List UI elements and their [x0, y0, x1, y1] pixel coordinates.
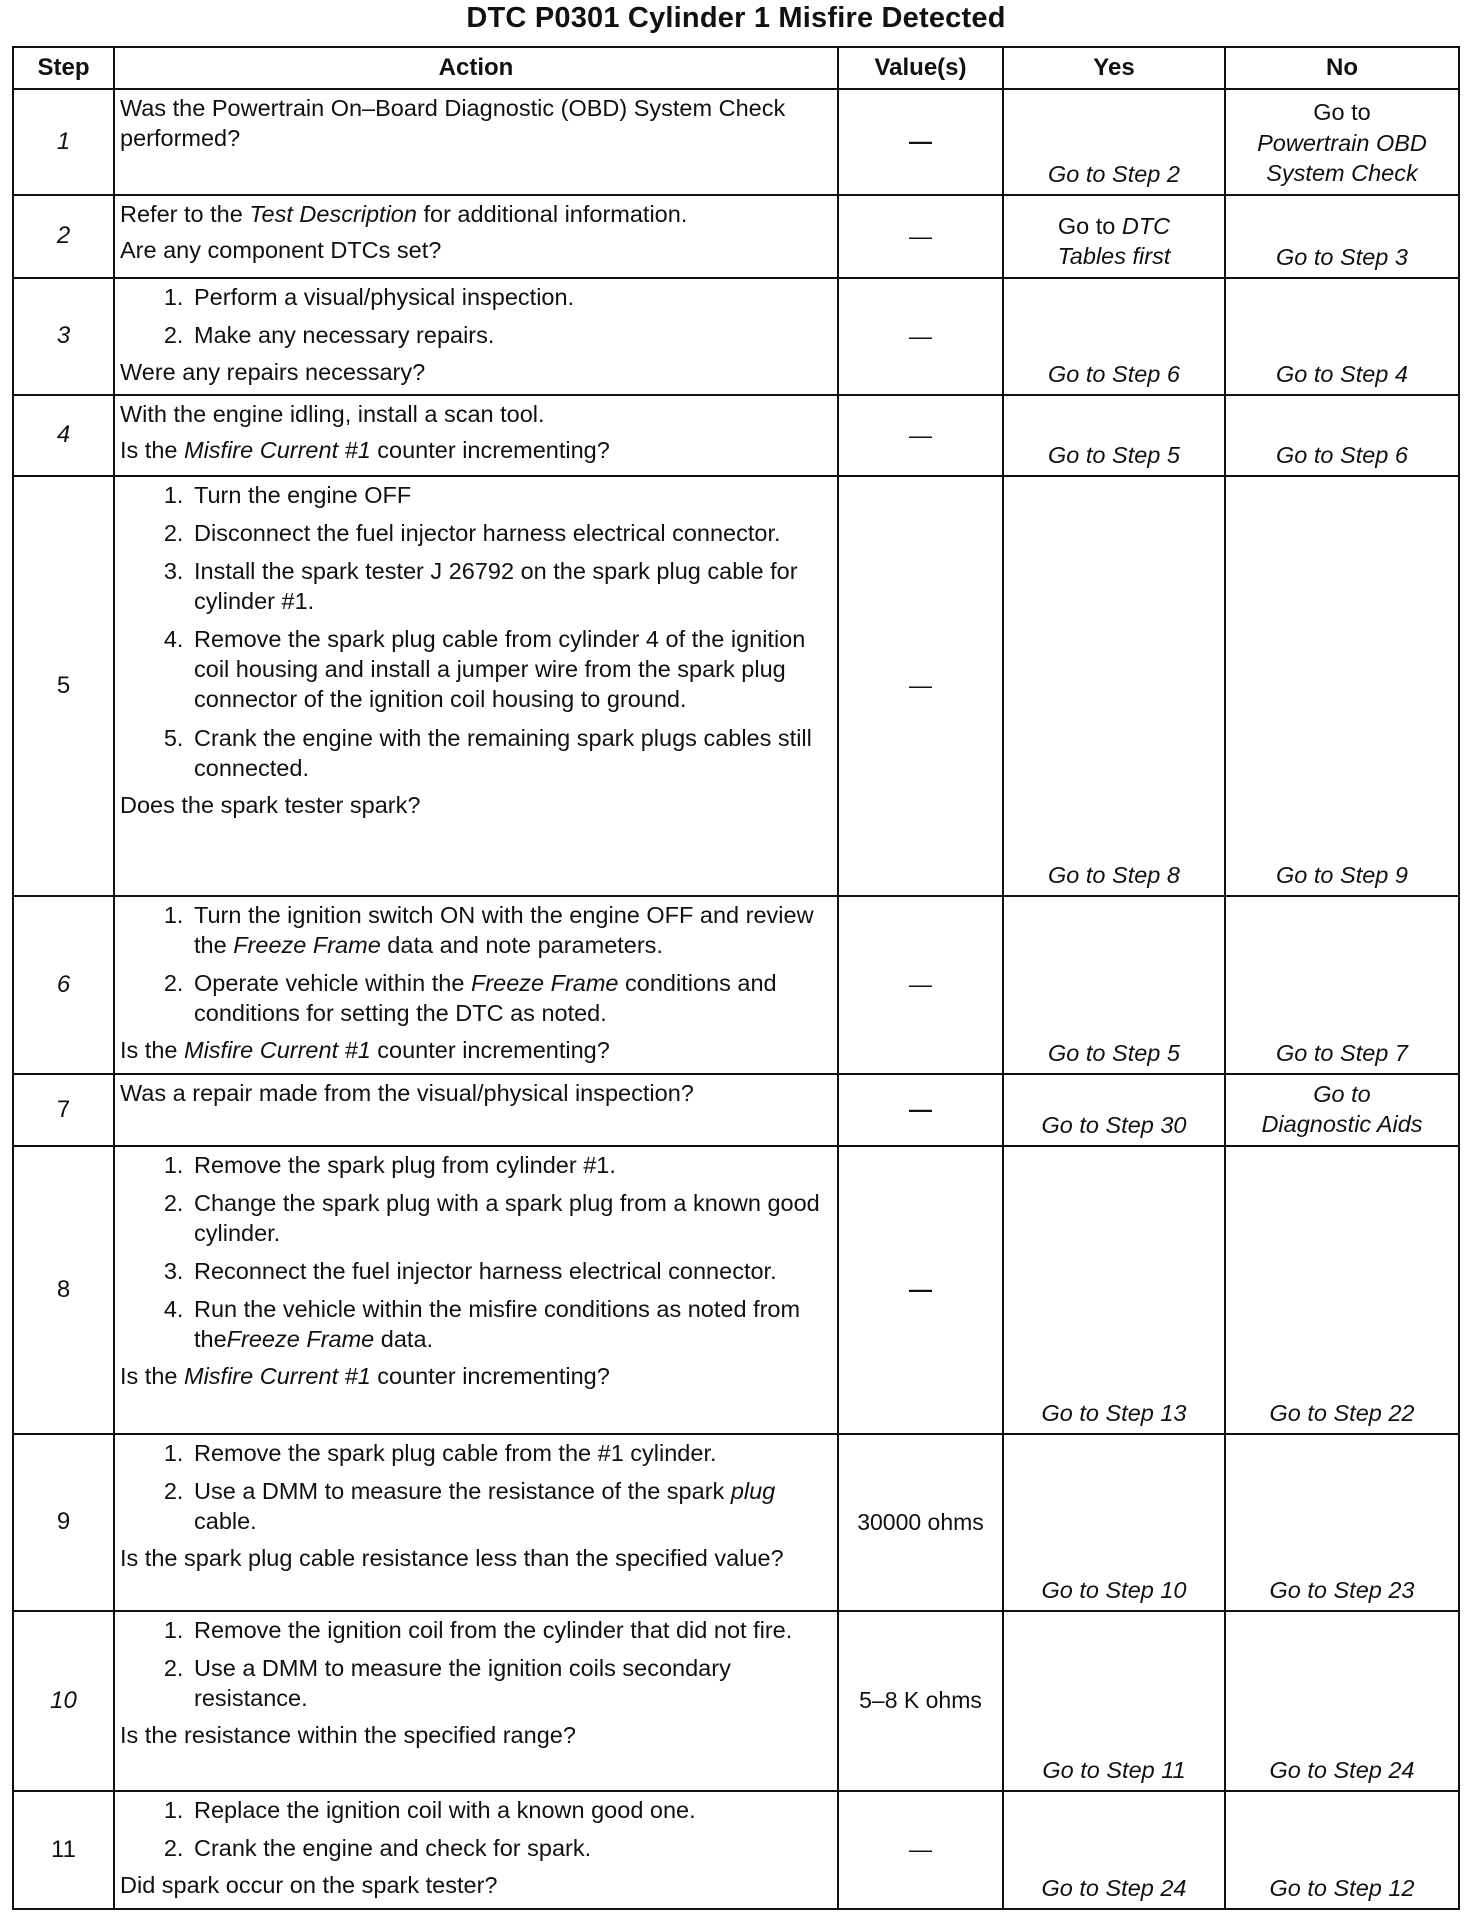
action-step: 1. Remove the ignition coil from the cylinder that did not fire. [190, 1615, 832, 1645]
no-cell: Go to Step 23 [1225, 1434, 1459, 1611]
action-step: 5. Crank the engine with the remaining spark plugs cables still connected. [190, 723, 832, 783]
no-cell: Go to Step 22 [1225, 1146, 1459, 1434]
action-question: Does the spark tester spark? [120, 791, 421, 818]
no-text: System Check [1266, 160, 1418, 187]
action-cell [114, 1146, 838, 1434]
action-step: 1. Turn the ignition switch ON with the engine OFF and review the Freeze Frame data and note parameters. [190, 900, 832, 960]
no-cell: Go to Step 3 [1225, 195, 1459, 278]
table-row [13, 1791, 1459, 1909]
action-step: 4. Run the vehicle within the misfire conditions as noted from theFreeze Frame data. [190, 1294, 832, 1354]
value-cell [838, 1146, 1003, 1434]
action-cell [114, 1791, 838, 1909]
no-cell: Go to Step 6 [1225, 395, 1459, 476]
action-step: 2. Disconnect the fuel injector harness electrical connector. [190, 518, 832, 548]
step-number: 1 [13, 89, 114, 195]
value-cell [838, 476, 1003, 896]
step-number: 9 [13, 1434, 114, 1611]
value-cell [838, 395, 1003, 476]
table-row [13, 278, 1459, 395]
action-cell [114, 1611, 838, 1791]
action-text: With the engine idling, install a scan tool. [120, 401, 545, 427]
value-text: — [909, 128, 932, 155]
action-cell [114, 476, 838, 896]
value-cell [838, 1611, 1003, 1791]
action-cell [114, 395, 838, 476]
no-cell [1225, 1074, 1459, 1146]
yes-text: Tables first [1057, 243, 1171, 270]
yes-cell: Go to Step 30 [1003, 1074, 1225, 1146]
table-row [13, 89, 1459, 195]
value-cell [838, 89, 1003, 195]
action-question: Were any repairs necessary? [120, 359, 426, 386]
no-text: Go to [1313, 1080, 1371, 1107]
yes-cell: Go to Step 8 [1003, 476, 1225, 896]
yes-cell: Go to Step 5 [1003, 896, 1225, 1074]
step-number: 10 [13, 1611, 114, 1791]
action-cell [114, 1074, 838, 1146]
step-number: 2 [13, 195, 114, 278]
action-question: Did spark occur on the spark tester? [120, 1872, 498, 1899]
action-text: Was a repair made from the visual/physical inspection? [120, 1080, 694, 1106]
no-cell: Go to Step 12 [1225, 1791, 1459, 1909]
action-step: 2. Change the spark plug with a spark plug from a known good cylinder. [190, 1188, 832, 1248]
no-cell: Go to Step 24 [1225, 1611, 1459, 1791]
no-text: Powertrain OBD [1257, 129, 1427, 156]
value-text: — [909, 1096, 932, 1123]
yes-cell: Go to Step 11 [1003, 1611, 1225, 1791]
value-text: — [909, 1836, 932, 1863]
action-step: 2. Operate vehicle within the Freeze Frame conditions and conditions for setting the DTC as noted. [190, 968, 832, 1028]
table-row [13, 896, 1459, 1074]
no-text: Diagnostic Aids [1261, 1111, 1423, 1138]
action-step: 1. Perform a visual/physical inspection. [190, 282, 832, 312]
table-row [13, 1074, 1459, 1146]
action-step: 1. Turn the engine OFF [190, 480, 832, 510]
yes-cell: Go to Step 6 [1003, 278, 1225, 395]
value-cell [838, 896, 1003, 1074]
action-step: 2. Crank the engine and check for spark. [190, 1833, 832, 1863]
yes-cell: Go to Step 2 [1003, 89, 1225, 195]
step-number: 4 [13, 395, 114, 476]
action-step: 2. Make any necessary repairs. [190, 320, 832, 350]
value-cell [838, 1434, 1003, 1611]
action-question: Is the Misfire Current #1 counter incrementing? [120, 1363, 610, 1390]
yes-cell: Go to Step 5 [1003, 395, 1225, 476]
table-row [13, 1611, 1459, 1791]
value-text: — [909, 322, 932, 349]
action-question: Are any component DTCs set? [120, 237, 442, 264]
value-text: — [909, 222, 932, 249]
step-number: 3 [13, 278, 114, 395]
action-question: Is the Misfire Current #1 counter incrementing? [120, 437, 610, 464]
no-cell [1225, 89, 1459, 195]
action-cell [114, 896, 838, 1074]
value-text: — [909, 971, 932, 998]
no-cell: Go to Step 9 [1225, 476, 1459, 896]
step-number: 8 [13, 1146, 114, 1434]
action-step: 4. Remove the spark plug cable from cylinder 4 of the ignition coil housing and install a jumper wire from the spark plug connector of the ignition coil housing to ground. [190, 624, 832, 714]
value-text: — [909, 421, 932, 448]
action-question: Is the spark plug cable resistance less than the specified value? [120, 1545, 784, 1572]
table-row [13, 476, 1459, 896]
value-text: — [909, 672, 932, 699]
action-step: 3. Install the spark tester J 26792 on the spark plug cable for cylinder #1. [190, 556, 832, 616]
yes-cell: Go to Step 13 [1003, 1146, 1225, 1434]
action-step: 2. Use a DMM to measure the resistance of the spark plug cable. [190, 1476, 832, 1536]
value-cell [838, 1791, 1003, 1909]
value-cell [838, 195, 1003, 278]
no-text: Go to [1313, 99, 1371, 126]
action-step: 2. Use a DMM to measure the ignition coils secondary resistance. [190, 1653, 832, 1713]
header-step: Step [13, 47, 114, 89]
action-question: Is the Misfire Current #1 counter incrementing? [120, 1037, 610, 1064]
page-title: DTC P0301 Cylinder 1 Misfire Detected [466, 2, 1006, 34]
header-value: Value(s) [838, 47, 1003, 89]
action-step: 1. Remove the spark plug from cylinder #1. [190, 1150, 832, 1180]
yes-cell [1003, 195, 1225, 278]
value-cell [838, 278, 1003, 395]
action-step: 1. Remove the spark plug cable from the #1 cylinder. [190, 1438, 832, 1468]
diagnostic-table [12, 46, 1460, 1910]
table-row [13, 395, 1459, 476]
action-question: Is the resistance within the specified range? [120, 1722, 576, 1749]
action-step: 3. Reconnect the fuel injector harness electrical connector. [190, 1256, 832, 1286]
step-number: 7 [13, 1074, 114, 1146]
yes-cell: Go to Step 10 [1003, 1434, 1225, 1611]
header-row [13, 47, 1459, 89]
no-cell: Go to Step 4 [1225, 278, 1459, 395]
action-cell [114, 195, 838, 278]
action-step: 1. Replace the ignition coil with a known good one. [190, 1795, 832, 1825]
action-text: Was the Powertrain On–Board Diagnostic (OBD) System Check performed? [120, 95, 786, 152]
yes-cell: Go to Step 24 [1003, 1791, 1225, 1909]
step-number: 11 [13, 1791, 114, 1909]
table-row [13, 195, 1459, 278]
header-no: No [1225, 47, 1459, 89]
header-yes: Yes [1003, 47, 1225, 89]
action-cell [114, 1434, 838, 1611]
step-number: 6 [13, 896, 114, 1074]
table-row [13, 1146, 1459, 1434]
no-cell: Go to Step 7 [1225, 896, 1459, 1074]
yes-text: Go to DTC [1057, 212, 1171, 239]
value-text: 30000 ohms [857, 1508, 984, 1535]
step-number: 5 [13, 476, 114, 896]
header-action: Action [114, 47, 838, 89]
value-text: 5–8 K ohms [859, 1687, 982, 1714]
action-cell [114, 89, 838, 195]
action-text: Refer to the Test Description for additional information. [120, 201, 688, 227]
table-row [13, 1434, 1459, 1611]
value-text: — [909, 1276, 932, 1303]
action-cell [114, 278, 838, 395]
value-cell [838, 1074, 1003, 1146]
